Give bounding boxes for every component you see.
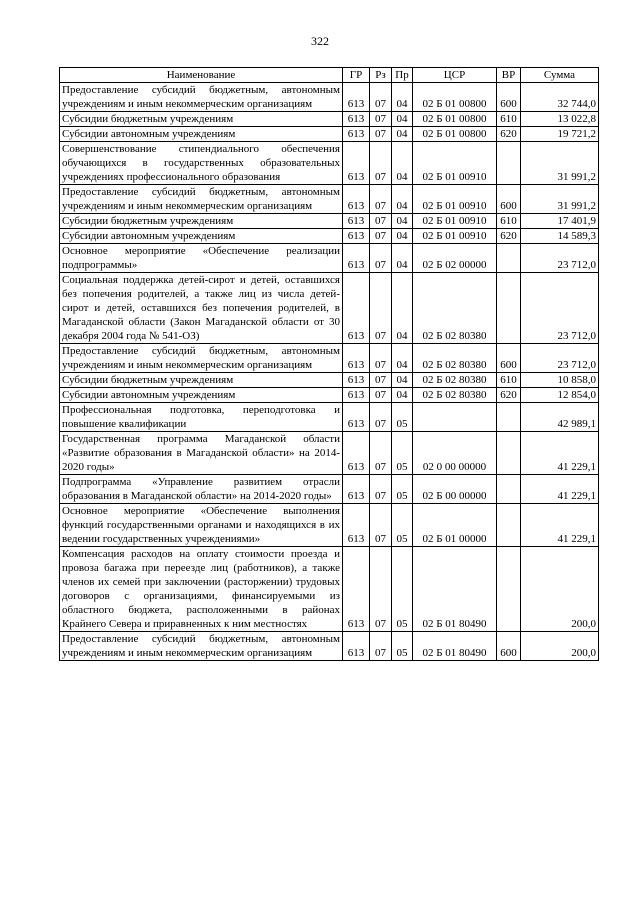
cell-sum: 32 744,0	[521, 83, 599, 112]
header-pr: Пр	[392, 68, 413, 83]
table-row	[60, 504, 599, 547]
cell-pr: 04	[392, 344, 413, 373]
cell-sum: 19 721,2	[521, 127, 599, 142]
cell-vr: 600	[497, 185, 521, 214]
cell-pr: 04	[392, 112, 413, 127]
cell-name: Предоставление субсидий бюджетным, автономным учреждениям и иным некоммерческим организациям	[60, 185, 343, 214]
header-sum: Сумма	[521, 68, 599, 83]
cell-pr: 05	[392, 403, 413, 432]
cell-name: Субсидии автономным учреждениям	[60, 229, 343, 244]
cell-pr: 04	[392, 214, 413, 229]
cell-rz: 07	[370, 112, 392, 127]
cell-name: Субсидии бюджетным учреждениям	[60, 214, 343, 229]
cell-vr	[497, 547, 521, 632]
cell-csr: 02 Б 01 00000	[413, 504, 497, 547]
table-row	[60, 83, 599, 112]
cell-vr: 610	[497, 373, 521, 388]
cell-name: Субсидии автономным учреждениям	[60, 127, 343, 142]
cell-sum: 12 854,0	[521, 388, 599, 403]
cell-rz: 07	[370, 185, 392, 214]
cell-pr: 05	[392, 432, 413, 475]
cell-pr: 04	[392, 244, 413, 273]
cell-sum: 23 712,0	[521, 273, 599, 344]
table-row	[60, 373, 599, 388]
cell-vr: 620	[497, 229, 521, 244]
header-csr: ЦСР	[413, 68, 497, 83]
budget-table	[59, 67, 599, 661]
cell-gr: 613	[343, 127, 370, 142]
table-row	[60, 229, 599, 244]
cell-csr: 02 Б 00 00000	[413, 475, 497, 504]
cell-rz: 07	[370, 373, 392, 388]
cell-rz: 07	[370, 632, 392, 661]
cell-gr: 613	[343, 632, 370, 661]
cell-vr	[497, 273, 521, 344]
table-row	[60, 142, 599, 185]
cell-sum: 31 991,2	[521, 142, 599, 185]
cell-name: Предоставление субсидий бюджетным, автономным учреждениям и иным некоммерческим организациям	[60, 83, 343, 112]
cell-csr: 02 Б 02 80380	[413, 273, 497, 344]
cell-sum: 17 401,9	[521, 214, 599, 229]
cell-sum: 14 589,3	[521, 229, 599, 244]
cell-gr: 613	[343, 475, 370, 504]
cell-vr: 610	[497, 214, 521, 229]
table-row	[60, 344, 599, 373]
cell-csr: 02 Б 01 00910	[413, 185, 497, 214]
cell-rz: 07	[370, 403, 392, 432]
cell-csr: 02 Б 01 00910	[413, 229, 497, 244]
cell-gr: 613	[343, 229, 370, 244]
cell-name: Предоставление субсидий бюджетным, автономным учреждениям и иным некоммерческим организациям	[60, 344, 343, 373]
header-vr: ВР	[497, 68, 521, 83]
cell-rz: 07	[370, 432, 392, 475]
cell-gr: 613	[343, 403, 370, 432]
cell-sum: 13 022,8	[521, 112, 599, 127]
table-row	[60, 547, 599, 632]
cell-name: Социальная поддержка детей-сирот и детей, оставшихся без попечения родителей, а также лиц из числа детей-сирот и детей, оставшихся без попечения родителей, в Магаданской области (Закон Магаданской области от 30 декабря 2004 года № 541-ОЗ)	[60, 273, 343, 344]
cell-pr: 04	[392, 388, 413, 403]
cell-pr: 05	[392, 475, 413, 504]
cell-vr	[497, 142, 521, 185]
cell-name: Компенсация расходов на оплату стоимости проезда и провоза багажа при переезде лиц (работников), а также членов их семей при заключении (расторжении) трудовых договоров с организациями, финансируемыми из областного бюджета, расположенными в районах Крайнего Севера и приравненных к ним местностях	[60, 547, 343, 632]
cell-csr: 02 Б 02 00000	[413, 244, 497, 273]
cell-csr: 02 Б 01 00800	[413, 112, 497, 127]
cell-sum: 23 712,0	[521, 344, 599, 373]
cell-vr: 600	[497, 83, 521, 112]
cell-csr: 02 Б 02 80380	[413, 344, 497, 373]
cell-gr: 613	[343, 244, 370, 273]
cell-sum: 41 229,1	[521, 504, 599, 547]
cell-gr: 613	[343, 504, 370, 547]
cell-sum: 41 229,1	[521, 432, 599, 475]
cell-gr: 613	[343, 432, 370, 475]
cell-csr: 02 Б 01 80490	[413, 632, 497, 661]
header-name: Наименование	[60, 68, 343, 83]
header-gr: ГР	[343, 68, 370, 83]
cell-gr: 613	[343, 373, 370, 388]
header-rz: Рз	[370, 68, 392, 83]
cell-gr: 613	[343, 142, 370, 185]
cell-name: Подпрограмма «Управление развитием отрасли образования в Магаданской области» на 2014-2020 годы»	[60, 475, 343, 504]
table-row	[60, 273, 599, 344]
table-header-row	[60, 68, 599, 83]
table-row	[60, 244, 599, 273]
cell-pr: 05	[392, 632, 413, 661]
cell-name: Совершенствование стипендиального обеспечения обучающихся в государственных образовательных учреждениях профессионального образования	[60, 142, 343, 185]
table-row	[60, 127, 599, 142]
cell-pr: 05	[392, 504, 413, 547]
cell-pr: 04	[392, 373, 413, 388]
cell-name: Основное мероприятие «Обеспечение выполнения функций государственными органами и находящихся в их ведении государственных учреждениями»	[60, 504, 343, 547]
cell-gr: 613	[343, 185, 370, 214]
cell-vr: 600	[497, 344, 521, 373]
cell-vr	[497, 403, 521, 432]
cell-name: Предоставление субсидий бюджетным, автономным учреждениям и иным некоммерческим организациям	[60, 632, 343, 661]
cell-vr	[497, 504, 521, 547]
cell-pr: 04	[392, 83, 413, 112]
cell-pr: 04	[392, 142, 413, 185]
cell-name: Профессиональная подготовка, переподготовка и повышение квалификации	[60, 403, 343, 432]
cell-vr	[497, 244, 521, 273]
table-row	[60, 214, 599, 229]
cell-csr: 02 Б 01 00800	[413, 83, 497, 112]
cell-gr: 613	[343, 214, 370, 229]
cell-rz: 07	[370, 142, 392, 185]
cell-pr: 05	[392, 547, 413, 632]
cell-sum: 41 229,1	[521, 475, 599, 504]
cell-rz: 07	[370, 127, 392, 142]
cell-gr: 613	[343, 83, 370, 112]
cell-csr: 02 0 00 00000	[413, 432, 497, 475]
table-row	[60, 112, 599, 127]
cell-vr: 600	[497, 632, 521, 661]
cell-csr: 02 Б 01 80490	[413, 547, 497, 632]
cell-rz: 07	[370, 547, 392, 632]
cell-sum: 31 991,2	[521, 185, 599, 214]
cell-rz: 07	[370, 83, 392, 112]
cell-rz: 07	[370, 244, 392, 273]
cell-csr: 02 Б 02 80380	[413, 373, 497, 388]
cell-rz: 07	[370, 504, 392, 547]
cell-rz: 07	[370, 388, 392, 403]
cell-vr: 620	[497, 388, 521, 403]
cell-csr: 02 Б 01 00800	[413, 127, 497, 142]
cell-rz: 07	[370, 273, 392, 344]
table-row	[60, 388, 599, 403]
table-row	[60, 475, 599, 504]
cell-vr: 620	[497, 127, 521, 142]
cell-name: Субсидии бюджетным учреждениям	[60, 373, 343, 388]
cell-gr: 613	[343, 112, 370, 127]
cell-gr: 613	[343, 388, 370, 403]
cell-pr: 04	[392, 127, 413, 142]
table-row	[60, 185, 599, 214]
table-row	[60, 632, 599, 661]
cell-vr	[497, 432, 521, 475]
cell-csr: 02 Б 02 80380	[413, 388, 497, 403]
cell-name: Государственная программа Магаданской области «Развитие образования в Магаданской области» на 2014-2020 годы»	[60, 432, 343, 475]
table-row	[60, 403, 599, 432]
cell-gr: 613	[343, 344, 370, 373]
cell-sum: 200,0	[521, 632, 599, 661]
cell-rz: 07	[370, 229, 392, 244]
cell-csr	[413, 403, 497, 432]
cell-sum: 42 989,1	[521, 403, 599, 432]
cell-name: Субсидии автономным учреждениям	[60, 388, 343, 403]
cell-name: Субсидии бюджетным учреждениям	[60, 112, 343, 127]
cell-vr	[497, 475, 521, 504]
page-number: 322	[311, 34, 329, 48]
cell-pr: 04	[392, 273, 413, 344]
cell-name: Основное мероприятие «Обеспечение реализации подпрограммы»	[60, 244, 343, 273]
cell-gr: 613	[343, 273, 370, 344]
cell-rz: 07	[370, 344, 392, 373]
cell-gr: 613	[343, 547, 370, 632]
cell-rz: 07	[370, 214, 392, 229]
cell-rz: 07	[370, 475, 392, 504]
cell-pr: 04	[392, 185, 413, 214]
table-row	[60, 432, 599, 475]
cell-sum: 200,0	[521, 547, 599, 632]
cell-sum: 23 712,0	[521, 244, 599, 273]
cell-pr: 04	[392, 229, 413, 244]
cell-csr: 02 Б 01 00910	[413, 214, 497, 229]
cell-csr: 02 Б 01 00910	[413, 142, 497, 185]
cell-sum: 10 858,0	[521, 373, 599, 388]
cell-vr: 610	[497, 112, 521, 127]
